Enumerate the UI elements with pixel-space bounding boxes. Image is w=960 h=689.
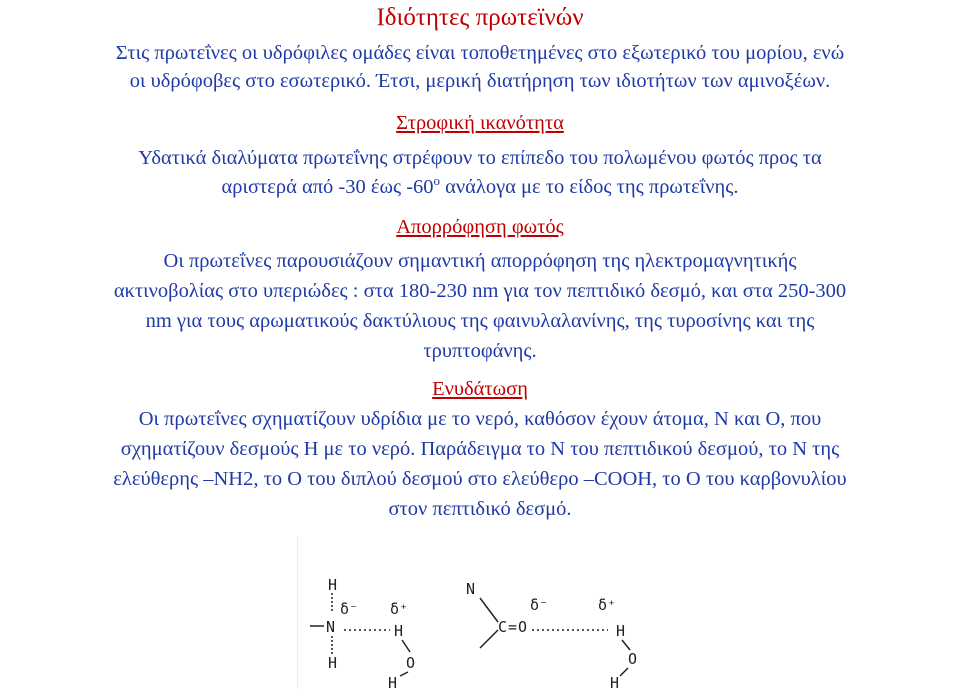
degree-sup: ο bbox=[433, 173, 441, 189]
right-n: N bbox=[466, 580, 476, 598]
absorption-heading: Απορρόφηση φωτός bbox=[396, 216, 564, 238]
rotation-line-2-post: ανάλογα με το είδος της πρωτεΐνης. bbox=[440, 176, 739, 198]
right-double-bond: = bbox=[508, 618, 518, 636]
intro-line-1: Στις πρωτεΐνες οι υδρόφιλες ομάδες είναι τοποθετημένες στο εξωτερικό του μορίου, ενώ bbox=[115, 42, 845, 64]
left-o-water: O bbox=[406, 654, 416, 672]
right-delta-minus: δ⁻ bbox=[530, 596, 549, 614]
right-delta-plus: δ⁺ bbox=[598, 596, 617, 614]
page-title: Ιδιότητες πρωτεϊνών bbox=[376, 4, 584, 31]
hydration-line-1: Οι πρωτεΐνες σχηματίζουν υδρίδια με το νερό, καθόσον έχουν άτομα, Ν και Ο, που bbox=[138, 408, 822, 430]
left-h-bottom: H bbox=[328, 654, 338, 672]
left-h-water: H bbox=[394, 622, 404, 640]
rotation-paragraph bbox=[0, 144, 960, 202]
right-o: O bbox=[518, 618, 528, 636]
rotation-line-2 bbox=[0, 173, 960, 202]
left-h-water-2: H bbox=[388, 674, 398, 689]
right-h-water-2: H bbox=[610, 674, 620, 689]
rotation-heading: Στροφική ικανότητα bbox=[396, 112, 564, 134]
absorption-line-1: Οι πρωτεΐνες παρουσιάζουν σημαντική απορρόφηση της ηλεκτρομαγνητικής bbox=[163, 250, 797, 272]
left-n: N bbox=[326, 618, 336, 636]
absorption-line-3: nm για τους αρωματικούς δακτύλιους της φαινυλαλανίνης, της τυροσίνης και της bbox=[145, 310, 815, 332]
hydration-line-2: σχηματίζουν δεσμούς Η με το νερό. Παράδειγμα το Ν του πεπτιδικού δεσμού, το Ν της bbox=[120, 438, 840, 460]
hydration-paragraph bbox=[0, 404, 960, 524]
right-h-water: H bbox=[616, 622, 626, 640]
absorption-line-2: ακτινοβολίας στο υπεριώδες : στα 180-230 nm για τον πεπτιδικό δεσμό, και στα 250-300 bbox=[113, 280, 847, 302]
rotation-line-2-pre: αριστερά από -30 έως -60 bbox=[221, 176, 434, 198]
rotation-line-1: Υδατικά διαλύματα πρωτεΐνης στρέφουν το επίπεδο του πολωμένου φωτός προς τα bbox=[138, 147, 822, 169]
hydrogen-bond-diagram bbox=[298, 536, 675, 689]
absorption-line-4: τρυπτοφάνης. bbox=[423, 340, 537, 362]
hydration-line-3: ελεύθερης –ΝΗ2, το Ο του διπλού δεσμού στο ελεύθερο –COOH, το Ο του καρβονυλίου bbox=[113, 468, 847, 490]
absorption-paragraph bbox=[0, 246, 960, 366]
hydration-line-4: στον πεπτιδικό δεσμό. bbox=[388, 498, 572, 520]
right-c: C bbox=[498, 618, 508, 636]
intro-paragraph bbox=[4, 40, 956, 95]
hydration-heading: Ενυδάτωση bbox=[432, 378, 528, 400]
hydrogen-bond-figure bbox=[297, 536, 675, 689]
left-delta-minus: δ⁻ bbox=[340, 600, 359, 618]
left-delta-plus: δ⁺ bbox=[390, 600, 409, 618]
right-o-water: O bbox=[628, 650, 638, 668]
intro-line-2: οι υδρόφοβες στο εσωτερικό. Έτσι, μερική διατήρηση των ιδιοτήτων των αμινοξέων. bbox=[129, 69, 831, 92]
left-h-top: H bbox=[328, 576, 338, 594]
